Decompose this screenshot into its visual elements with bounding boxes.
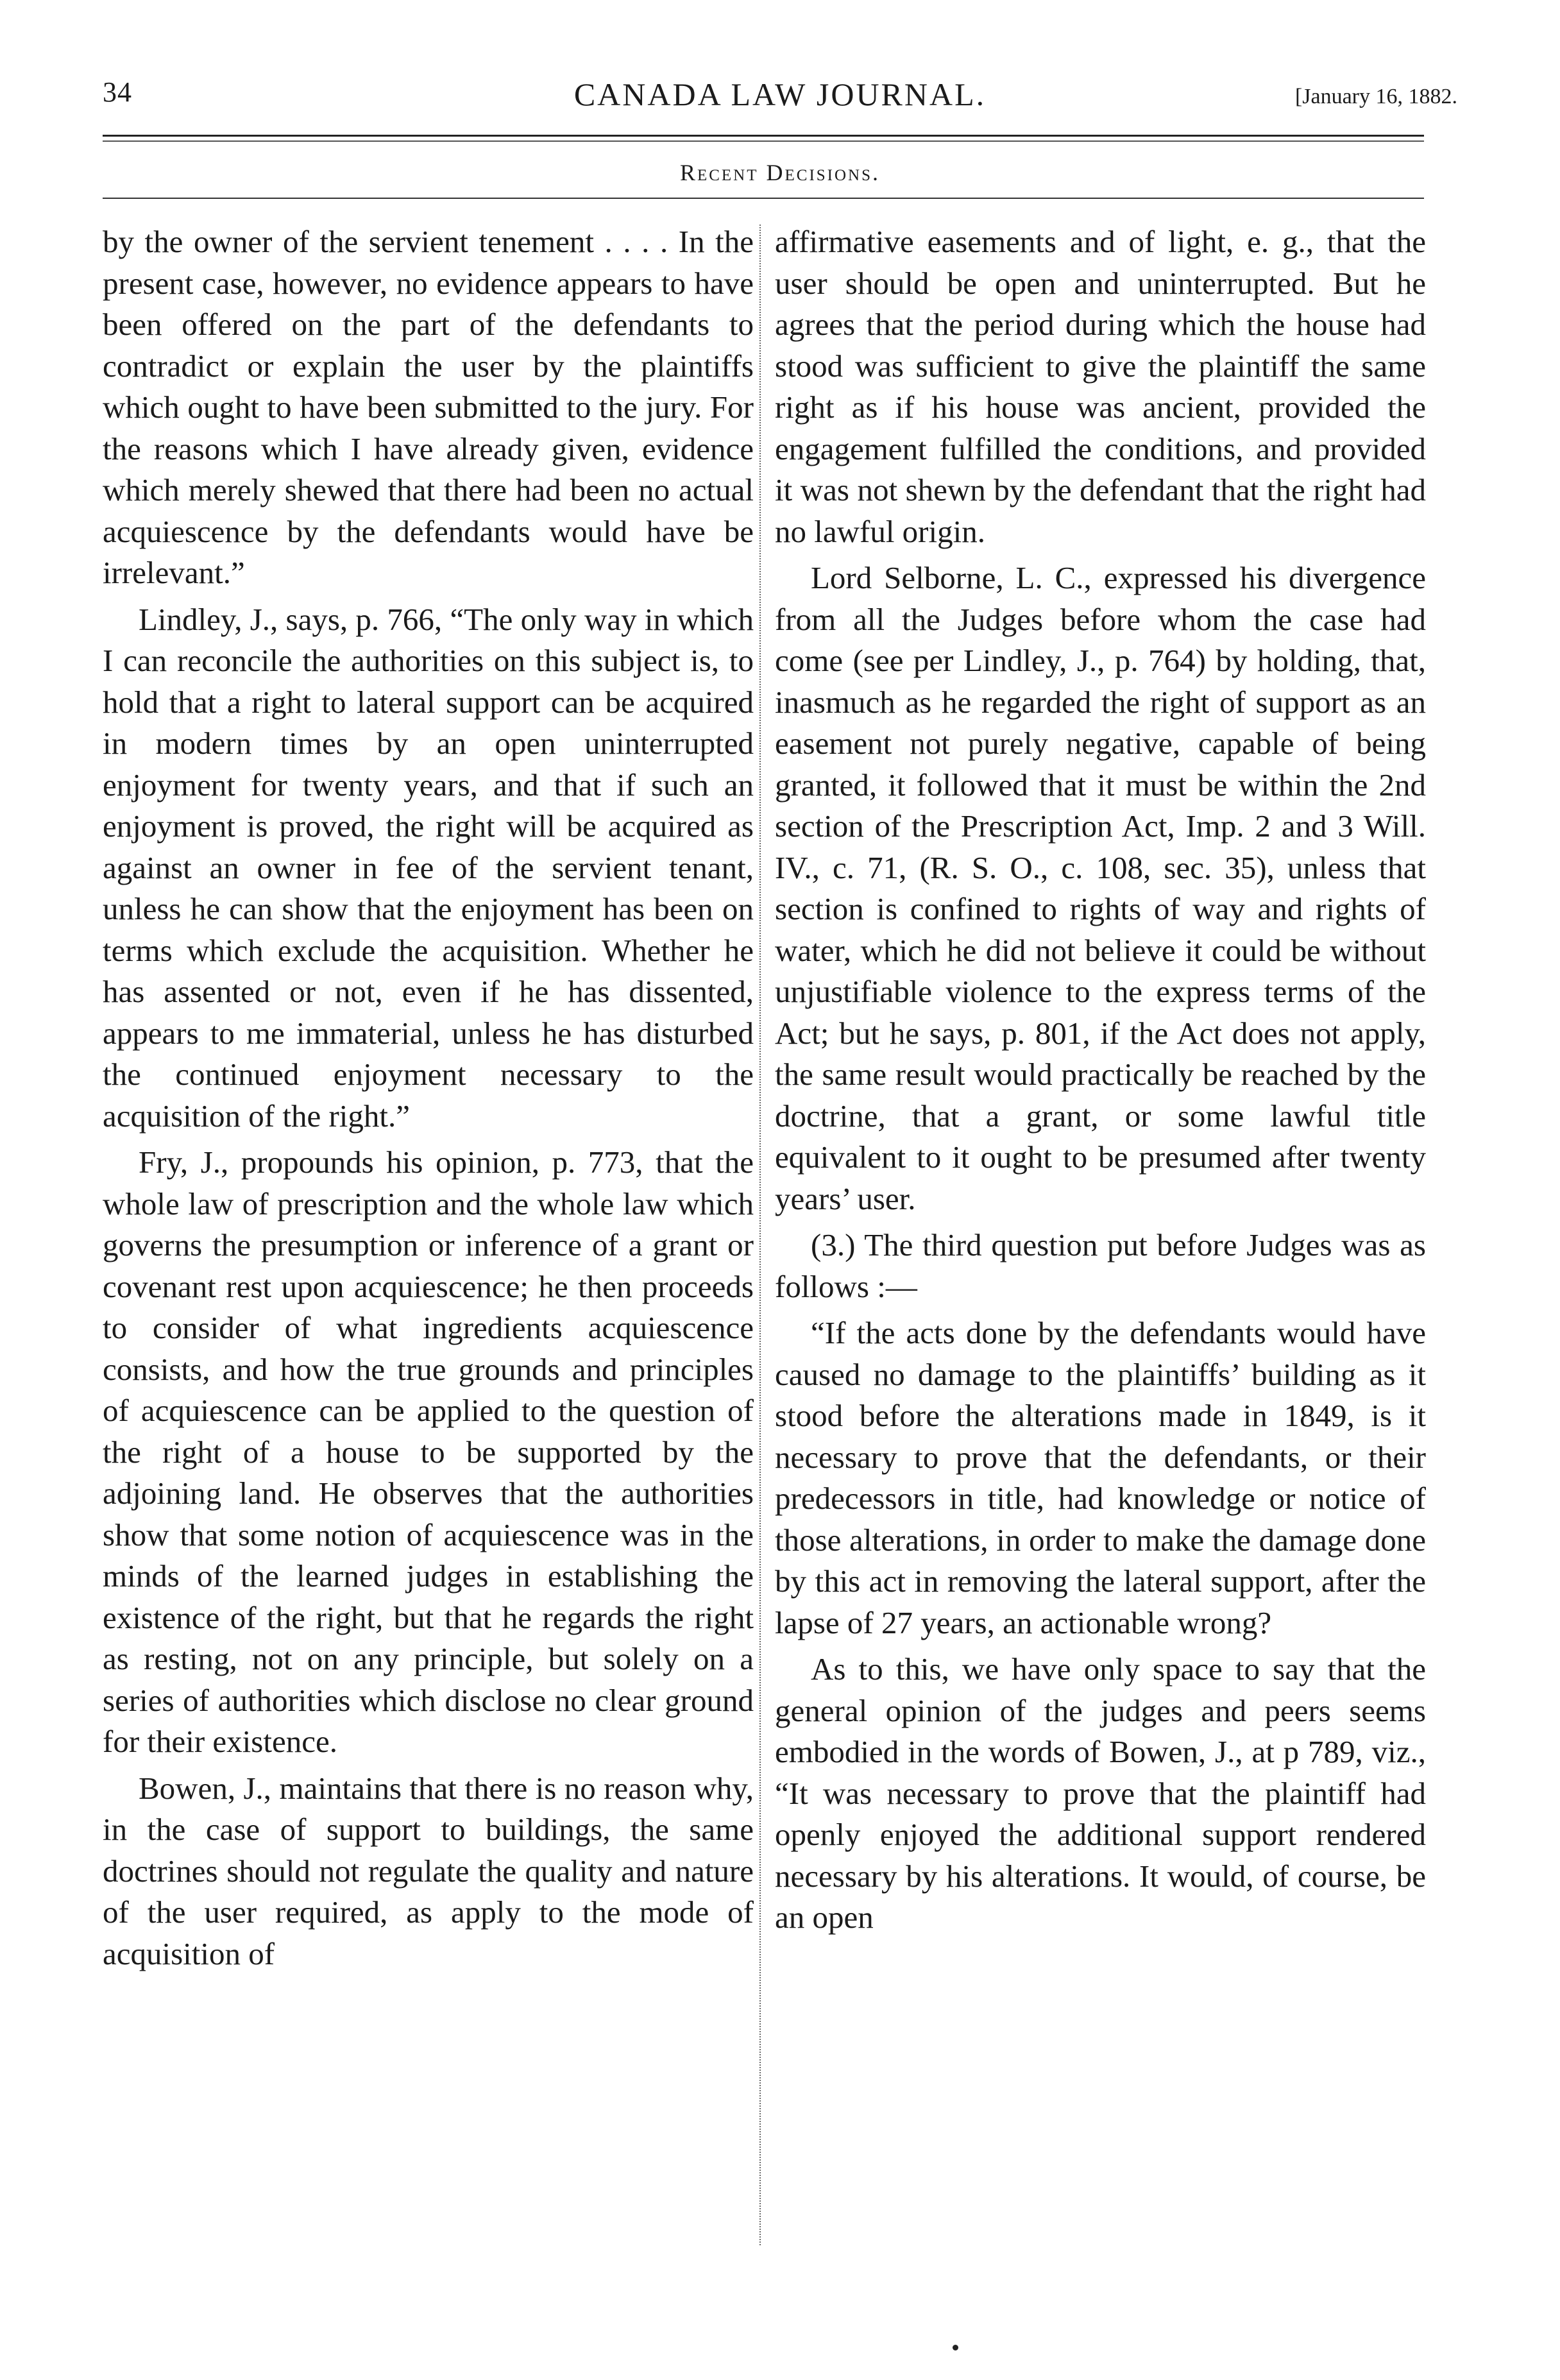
left-column bbox=[103, 221, 754, 1980]
left-paragraph-2: Lindley, J., says, p. 766, “The only way in which I can reconcile the authorities on this subject is, to hold that a right to lateral support can be acquired in modern times by an open uninterrupted enjoyment for twenty years, and that if such an enjoyment is proved, the right will be acquired as against an owner in fee of the servient tenant, unless he can show that the enjoyment has been on terms which exclude the acquisition. Whether he has assented or not, even if he has dissented, appears to me immaterial, unless he has disturbed the continued enjoyment necessary to the acquisition of the right.” bbox=[103, 601, 754, 1134]
right-paragraph-4: “If the acts done by the defendants would have caused no damage to the plaintiffs’ building as it stood before the alterations made in 1849, is it necessary to prove that the defendants, or their predecessors in title, had knowledge or notice of those alterations, in order to make the damage done by this act in removing the lateral support, after the lapse of 27 years, an actionable wrong? bbox=[775, 1315, 1426, 1640]
page-header bbox=[103, 76, 1457, 121]
journal-title: CANADA LAW JOURNAL. bbox=[573, 76, 987, 112]
right-column bbox=[775, 221, 1426, 1944]
print-speck bbox=[953, 2345, 958, 2350]
page-number: 34 bbox=[103, 76, 132, 108]
right-paragraph-5: As to this, we have only space to say that the general opinion of the judges and peers seems embodied in the words of Bowen, J., at p 789, viz., “It was necessary to prove that the plaintiff had openly enjoyed the additional support rendered necessary by his alterations. It would, of course, be an open bbox=[775, 1651, 1426, 1935]
left-paragraph-1: by the owner of the servient tenement . . . . In the present case, however, no evidence appears to have been offered on the part of the defendants to contradict or explain the user by the plaintiffs which ought to have been submitted to the jury. For the reasons which I have already given, evidence which merely shewed that there had been no actual acquiescence by the defendants would have be irrelevant.” bbox=[103, 224, 754, 590]
left-paragraph-4: Bowen, J., maintains that there is no reason why, in the case of support to buildings, the same doctrines should not regulate the quality and nature of the user required, as apply to the mode of acquisition of bbox=[103, 1770, 754, 1971]
section-title: Recent Decisions. bbox=[679, 160, 881, 185]
issue-date: [January 16, 1882. bbox=[1294, 85, 1457, 108]
section-rule bbox=[103, 198, 1424, 199]
column-divider bbox=[759, 225, 761, 2245]
right-paragraph-1: affirmative easements and of light, e. g., that the user should be open and uninterrupted. But he agrees that the period during which the house had stood was sufficient to give the plaintiff the same right as if his house was ancient, provided the engagement fulfilled the conditions, and provided it was not shewn by the defendant that the right had no lawful origin. bbox=[775, 224, 1426, 549]
header-double-rule bbox=[103, 135, 1424, 142]
right-paragraph-3: (3.) The third question put before Judges was as follows :— bbox=[775, 1227, 1426, 1304]
right-paragraph-2: Lord Selborne, L. C., expressed his divergence from all the Judges before whom the case had come (see per Lindley, J., p. 764) by holding, that, inasmuch as he regarded the right of support as an easement not purely negative, capable of being granted, it followed that it must be within the 2nd section of the Prescription Act, Imp. 2 and 3 Will. IV., c. 71, (R. S. O., c. 108, sec. 35), unless that section is confined to rights of way and rights of water, which he did not believe it could be without unjustifiable violence to the express terms of the Act; but he says, p. 801, if the Act does not apply, the same result would practically be reached by the doctrine, that a grant, or some lawful title equivalent to it ought to be presumed after twenty years’ user. bbox=[775, 560, 1426, 1216]
left-paragraph-3: Fry, J., propounds his opinion, p. 773, that the whole law of prescription and the whole law which governs the presumption or inference of a grant or covenant rest upon acquiescence; he then proceeds to consider of what ingredients acquiescence consists, and how the true grounds and principles of acquiescence can be applied to the question of the right of a house to be supported by the adjoining land. He observes that the authorities show that some notion of acquiescence was in the minds of the learned judges in establishing the existence of the right, but that he regards the right as resting, not on any principle, but solely on a series of authorities which disclose no clear ground for their existence. bbox=[103, 1144, 754, 1759]
